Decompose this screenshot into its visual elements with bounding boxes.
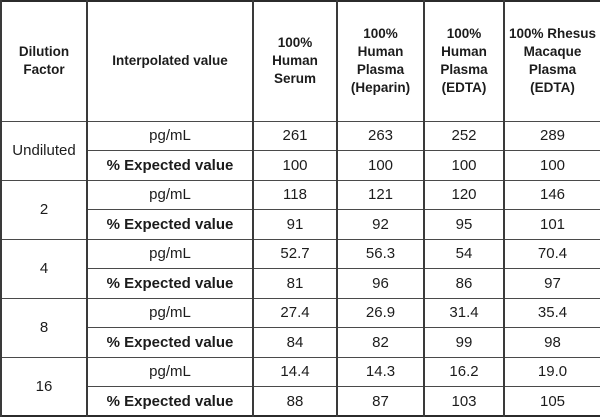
dilution-factor-undiluted: Undiluted (1, 121, 87, 180)
value-2-serum-pg: 118 (253, 180, 337, 210)
value-undiluted-rhesus-pg: 289 (504, 121, 600, 151)
value-8-edta-pg: 31.4 (424, 298, 504, 328)
value-8-heparin-pg: 26.9 (337, 298, 424, 328)
table-row-16-expected (1, 387, 600, 417)
value-2-heparin-pg: 121 (337, 180, 424, 210)
value-16-rhesus-pg: 19.0 (504, 357, 600, 387)
value-8-rhesus-pg: 35.4 (504, 298, 600, 328)
col-header-human-serum: 100% Human Serum (253, 1, 337, 121)
value-2-heparin-pct: 92 (337, 210, 424, 240)
table-row-4-expected (1, 269, 600, 299)
dilution-factor-2: 2 (1, 180, 87, 239)
value-undiluted-serum-pct: 100 (253, 151, 337, 181)
table-row-8-expected (1, 328, 600, 358)
value-undiluted-heparin-pct: 100 (337, 151, 424, 181)
value-16-edta-pg: 16.2 (424, 357, 504, 387)
table-row-16-pg-ml (1, 357, 600, 387)
row-label-pct-expected: % Expected value (87, 269, 253, 299)
value-16-heparin-pct: 87 (337, 387, 424, 417)
value-undiluted-edta-pct: 100 (424, 151, 504, 181)
value-undiluted-rhesus-pct: 100 (504, 151, 600, 181)
row-label-pg-ml: pg/mL (87, 298, 253, 328)
value-16-serum-pg: 14.4 (253, 357, 337, 387)
row-label-pct-expected: % Expected value (87, 328, 253, 358)
row-label-pct-expected: % Expected value (87, 387, 253, 417)
row-label-pg-ml: pg/mL (87, 357, 253, 387)
value-2-rhesus-pg: 146 (504, 180, 600, 210)
value-16-serum-pct: 88 (253, 387, 337, 417)
value-8-serum-pct: 84 (253, 328, 337, 358)
value-16-edta-pct: 103 (424, 387, 504, 417)
header-row (1, 1, 600, 121)
value-8-heparin-pct: 82 (337, 328, 424, 358)
value-4-heparin-pct: 96 (337, 269, 424, 299)
row-label-pct-expected: % Expected value (87, 151, 253, 181)
row-label-pg-ml: pg/mL (87, 239, 253, 269)
value-4-serum-pg: 52.7 (253, 239, 337, 269)
col-header-dilution-factor: Dilution Factor (1, 1, 87, 121)
value-2-edta-pct: 95 (424, 210, 504, 240)
row-label-pg-ml: pg/mL (87, 180, 253, 210)
col-header-human-plasma-heparin: 100% Human Plasma (Heparin) (337, 1, 424, 121)
value-8-rhesus-pct: 98 (504, 328, 600, 358)
value-2-edta-pg: 120 (424, 180, 504, 210)
value-4-rhesus-pg: 70.4 (504, 239, 600, 269)
value-4-edta-pg: 54 (424, 239, 504, 269)
value-4-serum-pct: 81 (253, 269, 337, 299)
col-header-interpolated-value: Interpolated value (87, 1, 253, 121)
value-2-rhesus-pct: 101 (504, 210, 600, 240)
table-row-8-pg-ml (1, 298, 600, 328)
row-label-pg-ml: pg/mL (87, 121, 253, 151)
value-16-heparin-pg: 14.3 (337, 357, 424, 387)
dilution-factor-4: 4 (1, 239, 87, 298)
value-4-edta-pct: 86 (424, 269, 504, 299)
table-row-2-expected (1, 210, 600, 240)
value-2-serum-pct: 91 (253, 210, 337, 240)
col-header-human-plasma-edta: 100% Human Plasma (EDTA) (424, 1, 504, 121)
dilution-factor-16: 16 (1, 357, 87, 416)
value-8-serum-pg: 27.4 (253, 298, 337, 328)
value-8-edta-pct: 99 (424, 328, 504, 358)
value-4-rhesus-pct: 97 (504, 269, 600, 299)
row-label-pct-expected: % Expected value (87, 210, 253, 240)
table-row-undiluted-pg-ml (1, 121, 600, 151)
col-header-rhesus-macaque-plasma-edta: 100% Rhesus Macaque Plasma (EDTA) (504, 1, 600, 121)
table-row-2-pg-ml (1, 180, 600, 210)
table-row-4-pg-ml (1, 239, 600, 269)
value-undiluted-serum-pg: 261 (253, 121, 337, 151)
value-undiluted-edta-pg: 252 (424, 121, 504, 151)
table-row-undiluted-expected (1, 151, 600, 181)
value-undiluted-heparin-pg: 263 (337, 121, 424, 151)
dilution-factor-8: 8 (1, 298, 87, 357)
value-16-rhesus-pct: 105 (504, 387, 600, 417)
value-4-heparin-pg: 56.3 (337, 239, 424, 269)
